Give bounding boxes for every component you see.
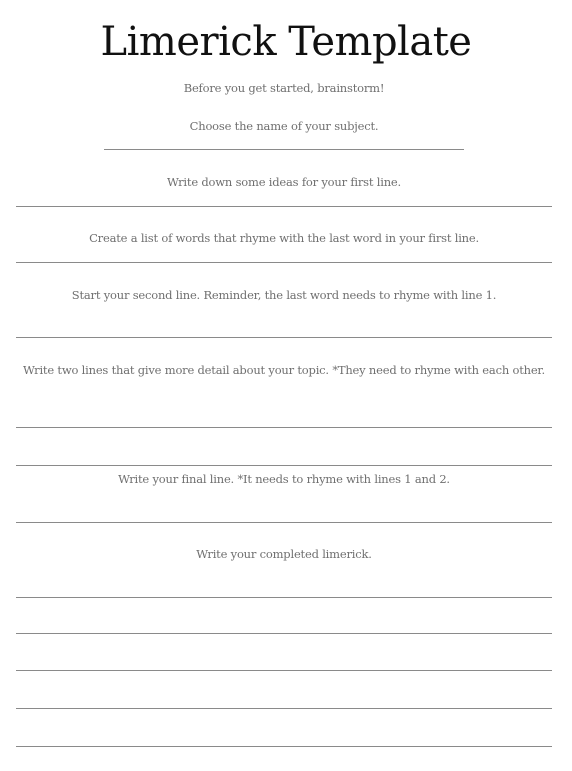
- limerick-answer-line-2[interactable]: [16, 633, 552, 634]
- prompt-rhyme-words: Create a list of words that rhyme with the last word in your first line.: [89, 231, 479, 245]
- final-line-answer-line[interactable]: [16, 522, 552, 523]
- limerick-answer-line-1[interactable]: [16, 597, 552, 598]
- limerick-answer-line-5[interactable]: [16, 746, 552, 747]
- rhyme-words-answer-line[interactable]: [16, 262, 552, 263]
- prompt-second-line: Start your second line. Reminder, the last word needs to rhyme with line 1.: [71, 288, 497, 302]
- subject-name-answer-line[interactable]: [104, 149, 464, 150]
- prompt-final-line: Write your final line. *It needs to rhyme with lines 1 and 2.: [118, 472, 450, 486]
- brainstorm-intro: Before you get started, brainstorm!: [183, 81, 385, 95]
- detail-line-2-answer-line[interactable]: [16, 465, 552, 466]
- second-line-answer-line[interactable]: [16, 337, 552, 338]
- prompt-first-line-ideas: Write down some ideas for your first line.: [167, 175, 401, 189]
- first-line-ideas-answer-line[interactable]: [16, 206, 552, 207]
- page-title: Limerick Template: [100, 19, 472, 65]
- prompt-detail-lines: Write two lines that give more detail about your topic. *They need to rhyme with each other.: [23, 363, 545, 377]
- limerick-answer-line-4[interactable]: [16, 708, 552, 709]
- prompt-subject-name: Choose the name of your subject.: [189, 119, 379, 133]
- prompt-completed-limerick: Write your completed limerick.: [196, 547, 372, 561]
- limerick-answer-line-3[interactable]: [16, 670, 552, 671]
- detail-line-1-answer-line[interactable]: [16, 427, 552, 428]
